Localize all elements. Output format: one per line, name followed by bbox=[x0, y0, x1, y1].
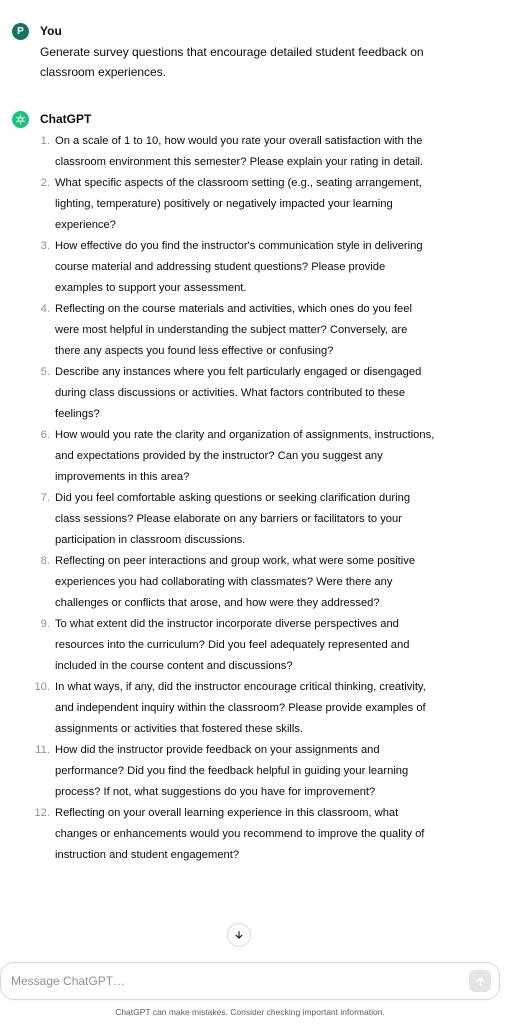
list-item-text: How effective do you find the instructor's communication style in delivering course material and addressing student questions? Please provide examples to support your assessment. bbox=[55, 240, 423, 294]
list-item-number: 5. bbox=[40, 366, 50, 378]
list-item-number: 6. bbox=[40, 429, 50, 441]
list-item-number: 12. bbox=[34, 807, 50, 819]
list-item bbox=[12, 173, 435, 236]
assistant-message bbox=[12, 110, 482, 866]
user-author-name: You bbox=[40, 24, 62, 38]
message-header bbox=[12, 22, 482, 40]
list-item bbox=[12, 803, 435, 866]
list-item bbox=[12, 425, 435, 488]
list-item-text: How did the instructor provide feedback on your assignments and performance? Did you find the feedback helpful in guiding your learning process? If not, what suggestions do you have for improvement? bbox=[55, 744, 409, 798]
arrow-down-icon bbox=[234, 929, 244, 941]
list-item bbox=[12, 362, 435, 425]
list-item bbox=[12, 299, 435, 362]
list-item-text: What specific aspects of the classroom setting (e.g., seating arrangement, lighting, temperature) positively or negatively impacted your learning experience? bbox=[55, 177, 422, 231]
user-message-text: Generate survey questions that encourage detailed student feedback on classroom experiences. bbox=[40, 45, 424, 79]
arrow-up-icon bbox=[475, 976, 486, 987]
list-item bbox=[12, 614, 435, 677]
list-item-number: 9. bbox=[40, 618, 50, 630]
list-item-number: 3. bbox=[40, 240, 50, 252]
list-item-text: Reflecting on peer interactions and group work, what were some positive experiences you had collaborating with classmates? Were there any challenges or conflicts that arose, and how were they addressed? bbox=[55, 555, 416, 609]
list-item-text: Reflecting on your overall learning experience in this classroom, what changes or enhancements would you recommend to improve the quality of instruction and student engagement? bbox=[55, 807, 425, 861]
openai-logo-icon bbox=[12, 111, 29, 128]
list-item-text: In what ways, if any, did the instructor encourage critical thinking, creativity, and independent inquiry within the classroom? Please provide examples of assignments or activities that fostered these skills. bbox=[55, 681, 426, 735]
message-header bbox=[12, 110, 482, 128]
list-item-number: 4. bbox=[40, 303, 50, 315]
assistant-author-name: ChatGPT bbox=[40, 112, 92, 126]
message-composer bbox=[0, 962, 500, 1000]
list-item-text: Did you feel comfortable asking questions or seeking clarification during class sessions? Please elaborate on any barriers or facilitators to your participation in classroom discussions. bbox=[55, 492, 411, 546]
list-item-text: To what extent did the instructor incorporate diverse perspectives and resources into the curriculum? Did you feel adequately represented and included in the course content and discussions? bbox=[55, 618, 410, 672]
list-item-number: 10. bbox=[34, 681, 50, 693]
list-item-text: Reflecting on the course materials and activities, which ones do you feel were most helpful in understanding the subject matter? Conversely, are there any aspects you found less effective or confusing? bbox=[55, 303, 412, 357]
list-item-text: On a scale of 1 to 10, how would you rate your overall satisfaction with the classroom environment this semester? Please explain your rating in detail. bbox=[55, 135, 424, 168]
list-item-number: 2. bbox=[40, 177, 50, 189]
scroll-to-bottom-button[interactable] bbox=[227, 923, 251, 947]
survey-question-list bbox=[12, 131, 482, 866]
list-item bbox=[12, 740, 435, 803]
list-item-text: Describe any instances where you felt particularly engaged or disengaged during class discussions or activities. What factors contributed to these feelings? bbox=[55, 366, 422, 420]
list-item-number: 1. bbox=[40, 135, 50, 147]
list-item bbox=[12, 131, 435, 173]
list-item bbox=[12, 551, 435, 614]
list-item-number: 7. bbox=[40, 492, 50, 504]
list-item-number: 11. bbox=[35, 744, 50, 756]
disclaimer-text: ChatGPT can make mistakes. Consider checking important information. bbox=[115, 1007, 385, 1017]
message-input[interactable] bbox=[11, 963, 451, 999]
user-avatar: P bbox=[12, 23, 29, 40]
send-button[interactable] bbox=[469, 970, 491, 992]
user-message bbox=[12, 22, 482, 82]
list-item bbox=[12, 236, 435, 299]
list-item bbox=[12, 488, 435, 551]
list-item-number: 8. bbox=[40, 555, 50, 567]
list-item-text: How would you rate the clarity and organization of assignments, instructions, and expectations provided by the instructor? Can you suggest any improvements in this area? bbox=[55, 429, 435, 483]
list-item bbox=[12, 677, 435, 740]
